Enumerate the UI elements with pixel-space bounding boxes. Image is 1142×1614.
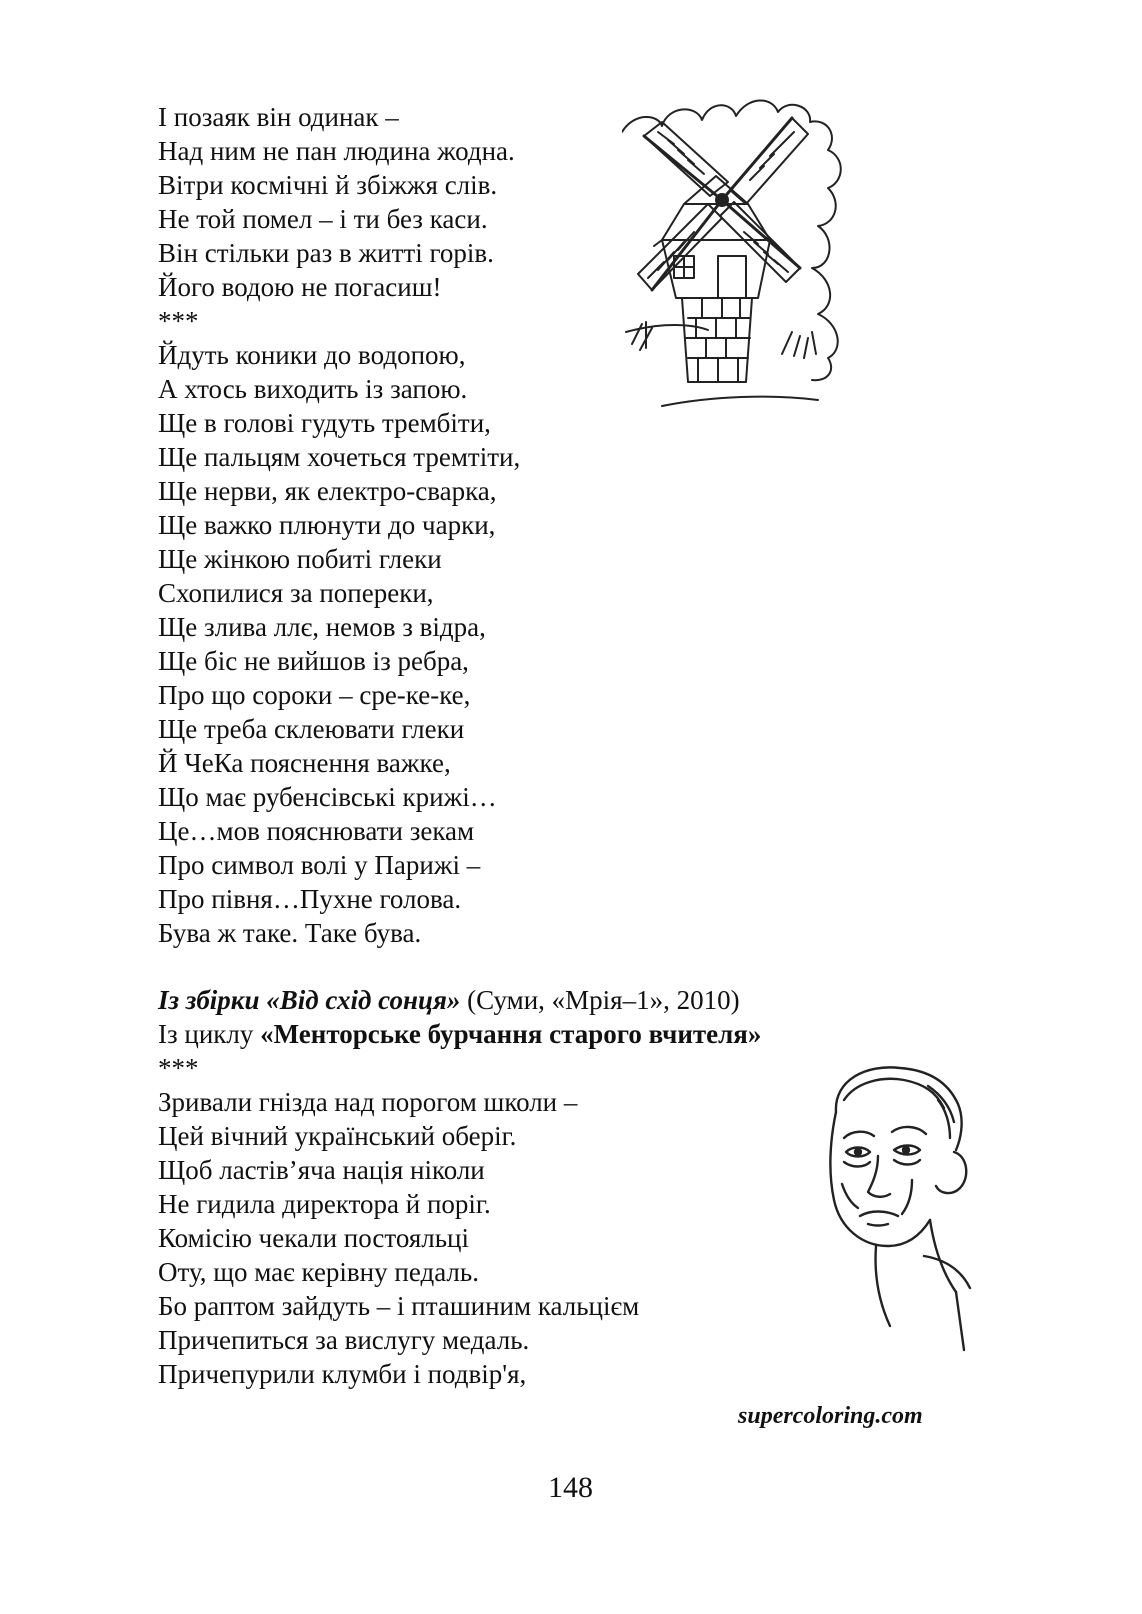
poem-line: Щоб ластів’яча нація ніколи xyxy=(158,1155,485,1185)
poem-line: Не гидила директора й поріг. xyxy=(158,1189,491,1219)
poem-line: Причепиться за вислугу медаль. xyxy=(158,1325,530,1355)
cycle-heading xyxy=(158,1017,761,1051)
collection-title: Із збірки «Від схід сонця» xyxy=(158,985,461,1015)
poem-line: Що має рубенсівські крижі… xyxy=(158,782,497,812)
poem-line: Ще нерви, як електро-сварка, xyxy=(158,476,497,506)
portrait-image xyxy=(808,1060,980,1352)
poem-line: Ще жінкою побиті глеки xyxy=(158,544,442,574)
poem-line: Це…мов пояснювати зекам xyxy=(158,816,475,846)
man-portrait-drawing xyxy=(808,1060,980,1352)
poem-line: Не той помел – і ти без каси. xyxy=(158,204,488,234)
page-number: 148 xyxy=(548,1471,593,1504)
poem-line: Ще злива ллє, немов з відра, xyxy=(158,612,486,642)
poem-line: Зривали гнізда над порогом школи – xyxy=(158,1087,578,1117)
poem-line: Бо раптом зайдуть – і пташиним кальцієм xyxy=(158,1291,640,1321)
poem-line: Ще біс не вийшов із ребра, xyxy=(158,646,469,676)
poem-line: Комісію чекали постояльці xyxy=(158,1223,470,1253)
poem-line: І позаяк він одинак – xyxy=(158,102,399,132)
poem-line: Бува ж таке. Таке бува. xyxy=(158,918,422,948)
poem-line: Про символ волі у Парижі – xyxy=(158,850,481,880)
poem-line: Про що сороки – сре-ке-ке, xyxy=(158,680,471,710)
poem-line: Ще важко плюнути до чарки, xyxy=(158,510,496,540)
poem-line: Ще в голові гудуть трембіти, xyxy=(158,408,491,438)
poem-line: Схопилися за попереки, xyxy=(158,578,434,608)
poem-line: Вітри космічні й збіжжя слів. xyxy=(158,170,498,200)
poem-line: А хтось виходить із запою. xyxy=(158,374,468,404)
poem-line: Причепурили клумби і подвір'я, xyxy=(158,1359,527,1389)
poem-line: Його водою не погасиш! xyxy=(158,272,442,302)
poem-line: Він стільки раз в житті горів. xyxy=(158,238,494,268)
poem-line: Йдуть коники до водопою, xyxy=(158,340,466,370)
windmill-drawing xyxy=(622,92,854,418)
poem-line: Оту, що має керівну педаль. xyxy=(158,1257,479,1287)
collection-heading xyxy=(158,983,740,1017)
cycle-title: «Менторське бурчання старого вчителя» xyxy=(260,1019,762,1049)
separator-stars: *** xyxy=(158,306,199,336)
poem-line: Цей вічний український оберіг. xyxy=(158,1121,517,1151)
windmill-image xyxy=(622,92,854,418)
poem-line: Ще треба склеювати глеки xyxy=(158,714,465,744)
poem-line: Ще пальцям хочеться тремтіти, xyxy=(158,442,521,472)
separator-stars: *** xyxy=(158,1053,199,1083)
collection-details: (Суми, «Мрія–1», 2010) xyxy=(460,985,740,1015)
cycle-prefix: Із циклу xyxy=(158,1019,261,1049)
poem-line: Над ним не пан людина жодна. xyxy=(158,136,515,166)
poem-line: Про півня…Пухне голова. xyxy=(158,884,462,914)
image-credit: supercoloring.com xyxy=(738,1403,923,1429)
poem-line: Й ЧеКа пояснення важке, xyxy=(158,748,451,778)
